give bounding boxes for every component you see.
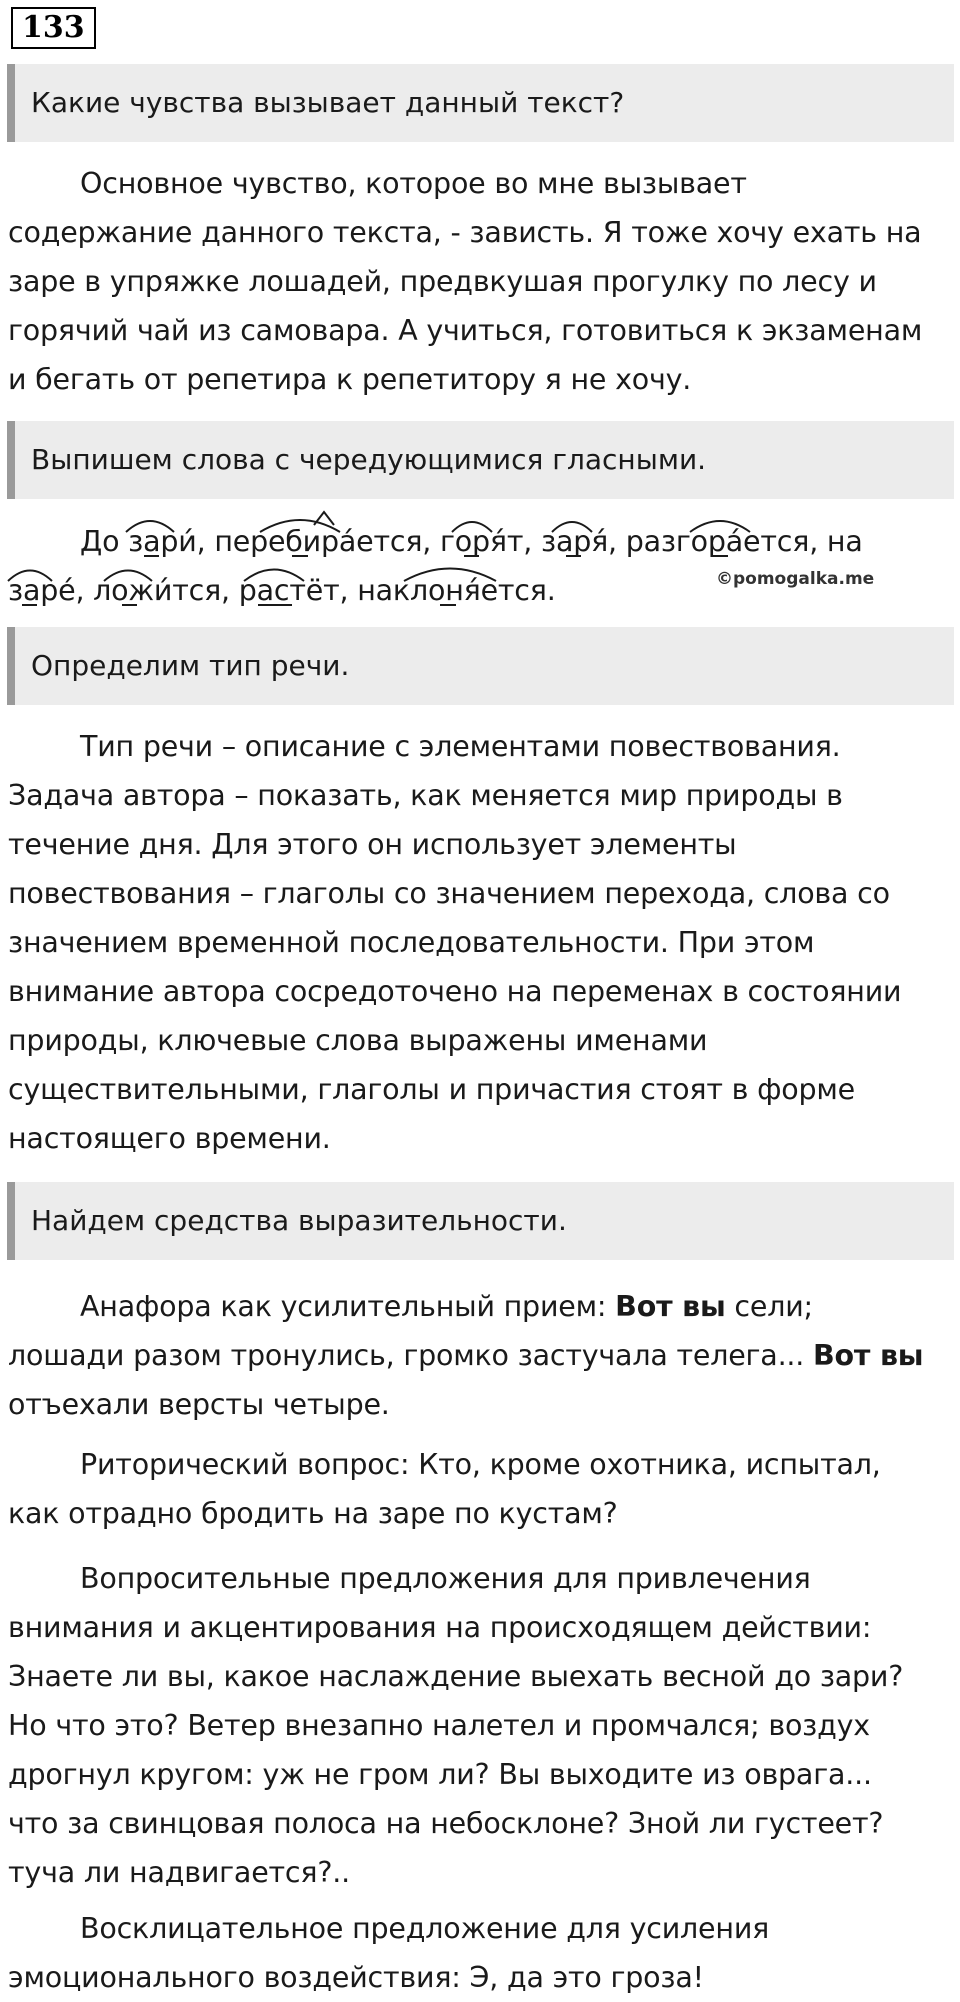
text-line: Риторический вопрос: Кто, кроме охотника, испытал,: [80, 1448, 881, 1481]
text-line: внимание автора сосредоточено на переменах в состоянии: [8, 975, 902, 1008]
rhetorical-question-paragraph: [8, 1440, 958, 1538]
watermark: ©pomogalka.me: [716, 569, 875, 589]
feelings-paragraph: [8, 159, 958, 404]
heading-text: Какие чувства вызывает данный текст?: [31, 86, 625, 119]
text-line: как отрадно бродить на заре по кустам?: [8, 1497, 618, 1530]
section-heading-alternating-vowels: [7, 421, 954, 499]
anaphora-text: сели;: [725, 1290, 813, 1323]
text-line: эмоционального воздействия: Э, да это гроза!: [8, 1961, 704, 1994]
text-line: повествования – глаголы со значением перехода, слова со: [8, 877, 890, 910]
text-line: природы, ключевые слова выражены именами: [8, 1024, 708, 1057]
text-line: отъехали версты четыре.: [8, 1388, 390, 1421]
section-heading-feelings: [7, 64, 954, 142]
text-line: Основное чувство, которое во мне вызывает: [80, 167, 747, 200]
text-line: туча ли надвигается?..: [8, 1856, 350, 1889]
anaphora-text: лошади разом тронулись, громко застучала телега...: [8, 1339, 814, 1372]
text-line: Тип речи – описание с элементами повествования.: [80, 730, 841, 763]
text-line: заре в упряжке лошадей, предвкушая прогулку по лесу и: [8, 265, 877, 298]
text-line: Знаете ли вы, какое наслаждение выехать весной до зари?: [8, 1660, 904, 1693]
text-line: горячий чай из самовара. А учиться, готовиться к экзаменам: [8, 314, 923, 347]
text-line: До зари́, перебира́ется, горя́т, заря́, разгора́ется, на: [80, 525, 863, 558]
text-line: дрогнул кругом: уж не гром ли? Вы выходите из оврага...: [8, 1758, 872, 1791]
anaphora-bold: Вот вы: [615, 1290, 726, 1323]
section-heading-speech-type: [7, 627, 954, 705]
text-line: течение дня. Для этого он использует элементы: [8, 828, 737, 861]
text-line: существительными, глаголы и причастия стоят в форме: [8, 1073, 855, 1106]
speech-type-paragraph: [8, 722, 958, 1163]
text-line: что за свинцовая полоса на небосклоне? Зной ли густеет?: [8, 1807, 884, 1840]
text-line: [8, 1331, 958, 1380]
text-line: заре́, ложи́тся, растёт, наклоня́ется.: [8, 574, 556, 607]
text-line: настоящего времени.: [8, 1122, 331, 1155]
text-line: Восклицательное предложение для усиления: [80, 1912, 770, 1945]
text-line: значением временной последовательности. При этом: [8, 926, 815, 959]
task-number: 133: [11, 7, 96, 49]
text-line: Вопросительные предложения для привлечения: [80, 1562, 811, 1595]
heading-text: Выпишем слова с чередующимися гласными.: [31, 443, 707, 476]
anaphora-paragraph: [8, 1282, 958, 1429]
text-line: и бегать от репетира к репетитору я не хочу.: [8, 363, 692, 396]
exclamation-paragraph: [8, 1904, 958, 2002]
text-line: содержание данного текста, - зависть. Я тоже хочу ехать на: [8, 216, 922, 249]
text-line: [8, 1282, 958, 1331]
alternating-vowels-words: [8, 517, 958, 615]
text-line: внимания и акцентирования на происходящем действии:: [8, 1611, 872, 1644]
text-line: Задача автора – показать, как меняется мир природы в: [8, 779, 843, 812]
questions-paragraph: [8, 1554, 958, 1897]
text-line: Но что это? Ветер внезапно налетел и промчался; воздух: [8, 1709, 870, 1742]
heading-text: Определим тип речи.: [31, 649, 350, 682]
anaphora-bold: Вот вы: [813, 1339, 924, 1372]
section-heading-expressive-means: [7, 1182, 954, 1260]
heading-text: Найдем средства выразительности.: [31, 1204, 567, 1237]
anaphora-label: Анафора как усилительный прием:: [80, 1290, 616, 1323]
